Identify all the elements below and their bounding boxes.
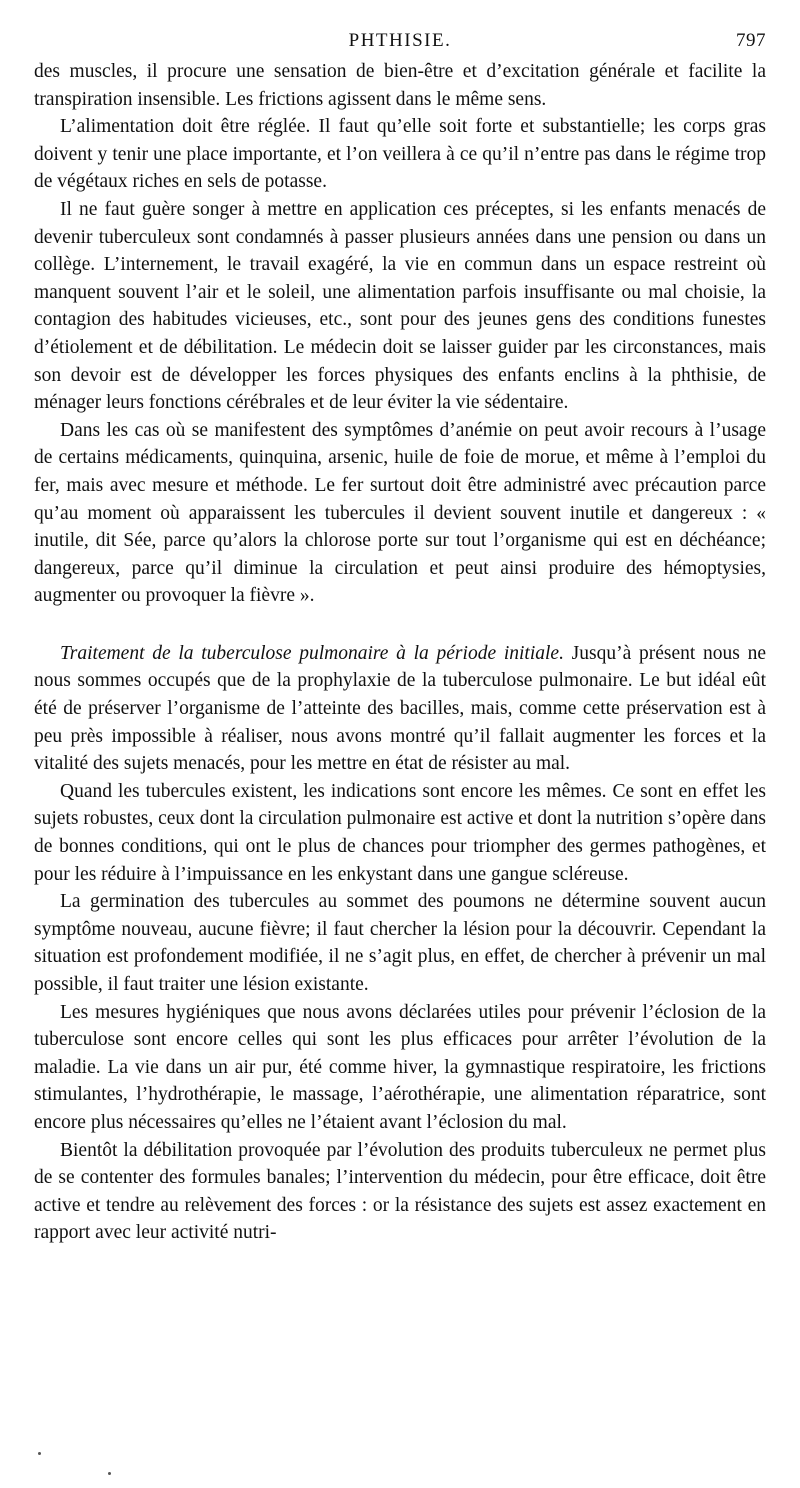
paragraph-anemie: Dans les cas où se manifestent des symptômes d’anémie on peut avoir recours à l’usage de certains médicaments, quinquina, arsenic, huile de foie de morue, et même à l’emploi du fer, mais avec mesure et méthode. Le fer surtout doit être administré avec précaution parce qu’au moment où apparaissent les tubercules il devient souvent inutile et dangereux : « inutile, dit Sée, parce qu’alors la chlorose porte sur tout l’organisme qui est en déchéance; dangereux, parce qu’il diminue la circulation et peut ainsi produire des hémoptysies, augmenter ou provoquer la fièvre ». <box>34 419 766 607</box>
running-head <box>34 30 766 58</box>
paragraph-tubercules: Quand les tubercules existent, les indications sont encore les mêmes. Ce sont en effet les sujets robustes, ceux dont la circulation pulmonaire est active et dont la nutrition s’opère dans de bonnes conditions, qui ont le plus de chances pour triompher des germes pathogènes, et pour les réduire à l’impuissance en les enkystant dans une gangue scléreuse. <box>34 780 766 885</box>
section-paragraph <box>34 640 766 778</box>
paragraph-mesures: Les mesures hygiéniques que nous avons déclarées utiles pour prévenir l’éclosion de la tuberculose sont encore celles qui sont les plus efficaces pour arrêter l’évolution de la maladie. La vie dans un air pur, été comme hiver, la gymnastique respiratoire, les frictions stimulantes, l’hydrothérapie, le massage, l’aérothérapie, une alimentation réparatrice, sont encore plus nécessaires qu’elles ne l’étaient avant l’éclosion du mal. <box>34 1001 766 1133</box>
page-number: 797 <box>736 30 766 51</box>
section-title: Traitement de la tuberculose pulmonaire à la période initiale. <box>60 642 564 664</box>
section-gap <box>34 610 766 640</box>
paragraph-alimentation: L’alimentation doit être réglée. Il faut qu’elle soit forte et substantielle; les corps gras doivent y tenir une place importante, et l’on veillera à ce qu’il n’entre pas dans le régime trop de végétaux riches en sels de potasse. <box>34 116 766 193</box>
section-lead: Jusqu’à présent nous ne nous sommes occupés que de la prophylaxie de la tuberculose pulmonaire. Le but idéal eût été de préserver l’organisme de l’atteinte des bacilles, mais, comme cette préservation est à peu près impossible à réaliser, nous avons montré qu’il fallait augmenter les forces et la vitalité des sujets menacés, pour les mettre en état de résister au mal. <box>34 642 766 775</box>
paragraph-pension: Il ne faut guère songer à mettre en application ces préceptes, si les enfants menacés de devenir tuberculeux sont condamnés à passer plusieurs années dans une pension ou dans un collège. L’internement, le travail exagéré, la vie en commun dans un espace restreint où manquent souvent l’air et le soleil, une alimentation parfois insuffisante ou mal choisie, la contagion des habitudes vicieuses, etc., sont pour des jeunes gens des conditions funestes d’étiolement et de débilitation. Le médecin doit se laisser guider par les circonstances, mais son devoir est de développer les forces physiques des enfants enclins à la phthisie, de ménager leurs fonctions cérébrales et de leur éviter la vie sédentaire. <box>34 198 766 414</box>
print-speck <box>108 1472 111 1475</box>
running-title: PHTHISIE. <box>348 30 452 51</box>
paragraph-germination: La germination des tubercules au sommet des poumons ne détermine souvent aucun symptôme nouveau, aucune fièvre; il faut chercher la lésion pour la découvrir. Cependant la situation est profondement modifiée, il ne s’agit plus, en effet, de chercher à prévenir un mal possible, il faut traiter une lésion existante. <box>34 891 766 995</box>
page <box>34 30 766 1247</box>
paragraph-continuation: des muscles, il procure une sensation de bien-être et d’excitation générale et facilite la transpiration insensible. Les frictions agissent dans le même sens. <box>34 61 766 110</box>
paragraph-debilitation: Bientôt la débilitation provoquée par l’évolution des produits tuberculeux ne permet plus de se contenter des formules banales; l’intervention du médecin, pour être efficace, doit être active et tendre au relèvement des forces : or la résistance des sujets est assez exactement en rapport avec leur activité nutri- <box>34 1139 766 1244</box>
print-speck <box>38 1452 41 1455</box>
